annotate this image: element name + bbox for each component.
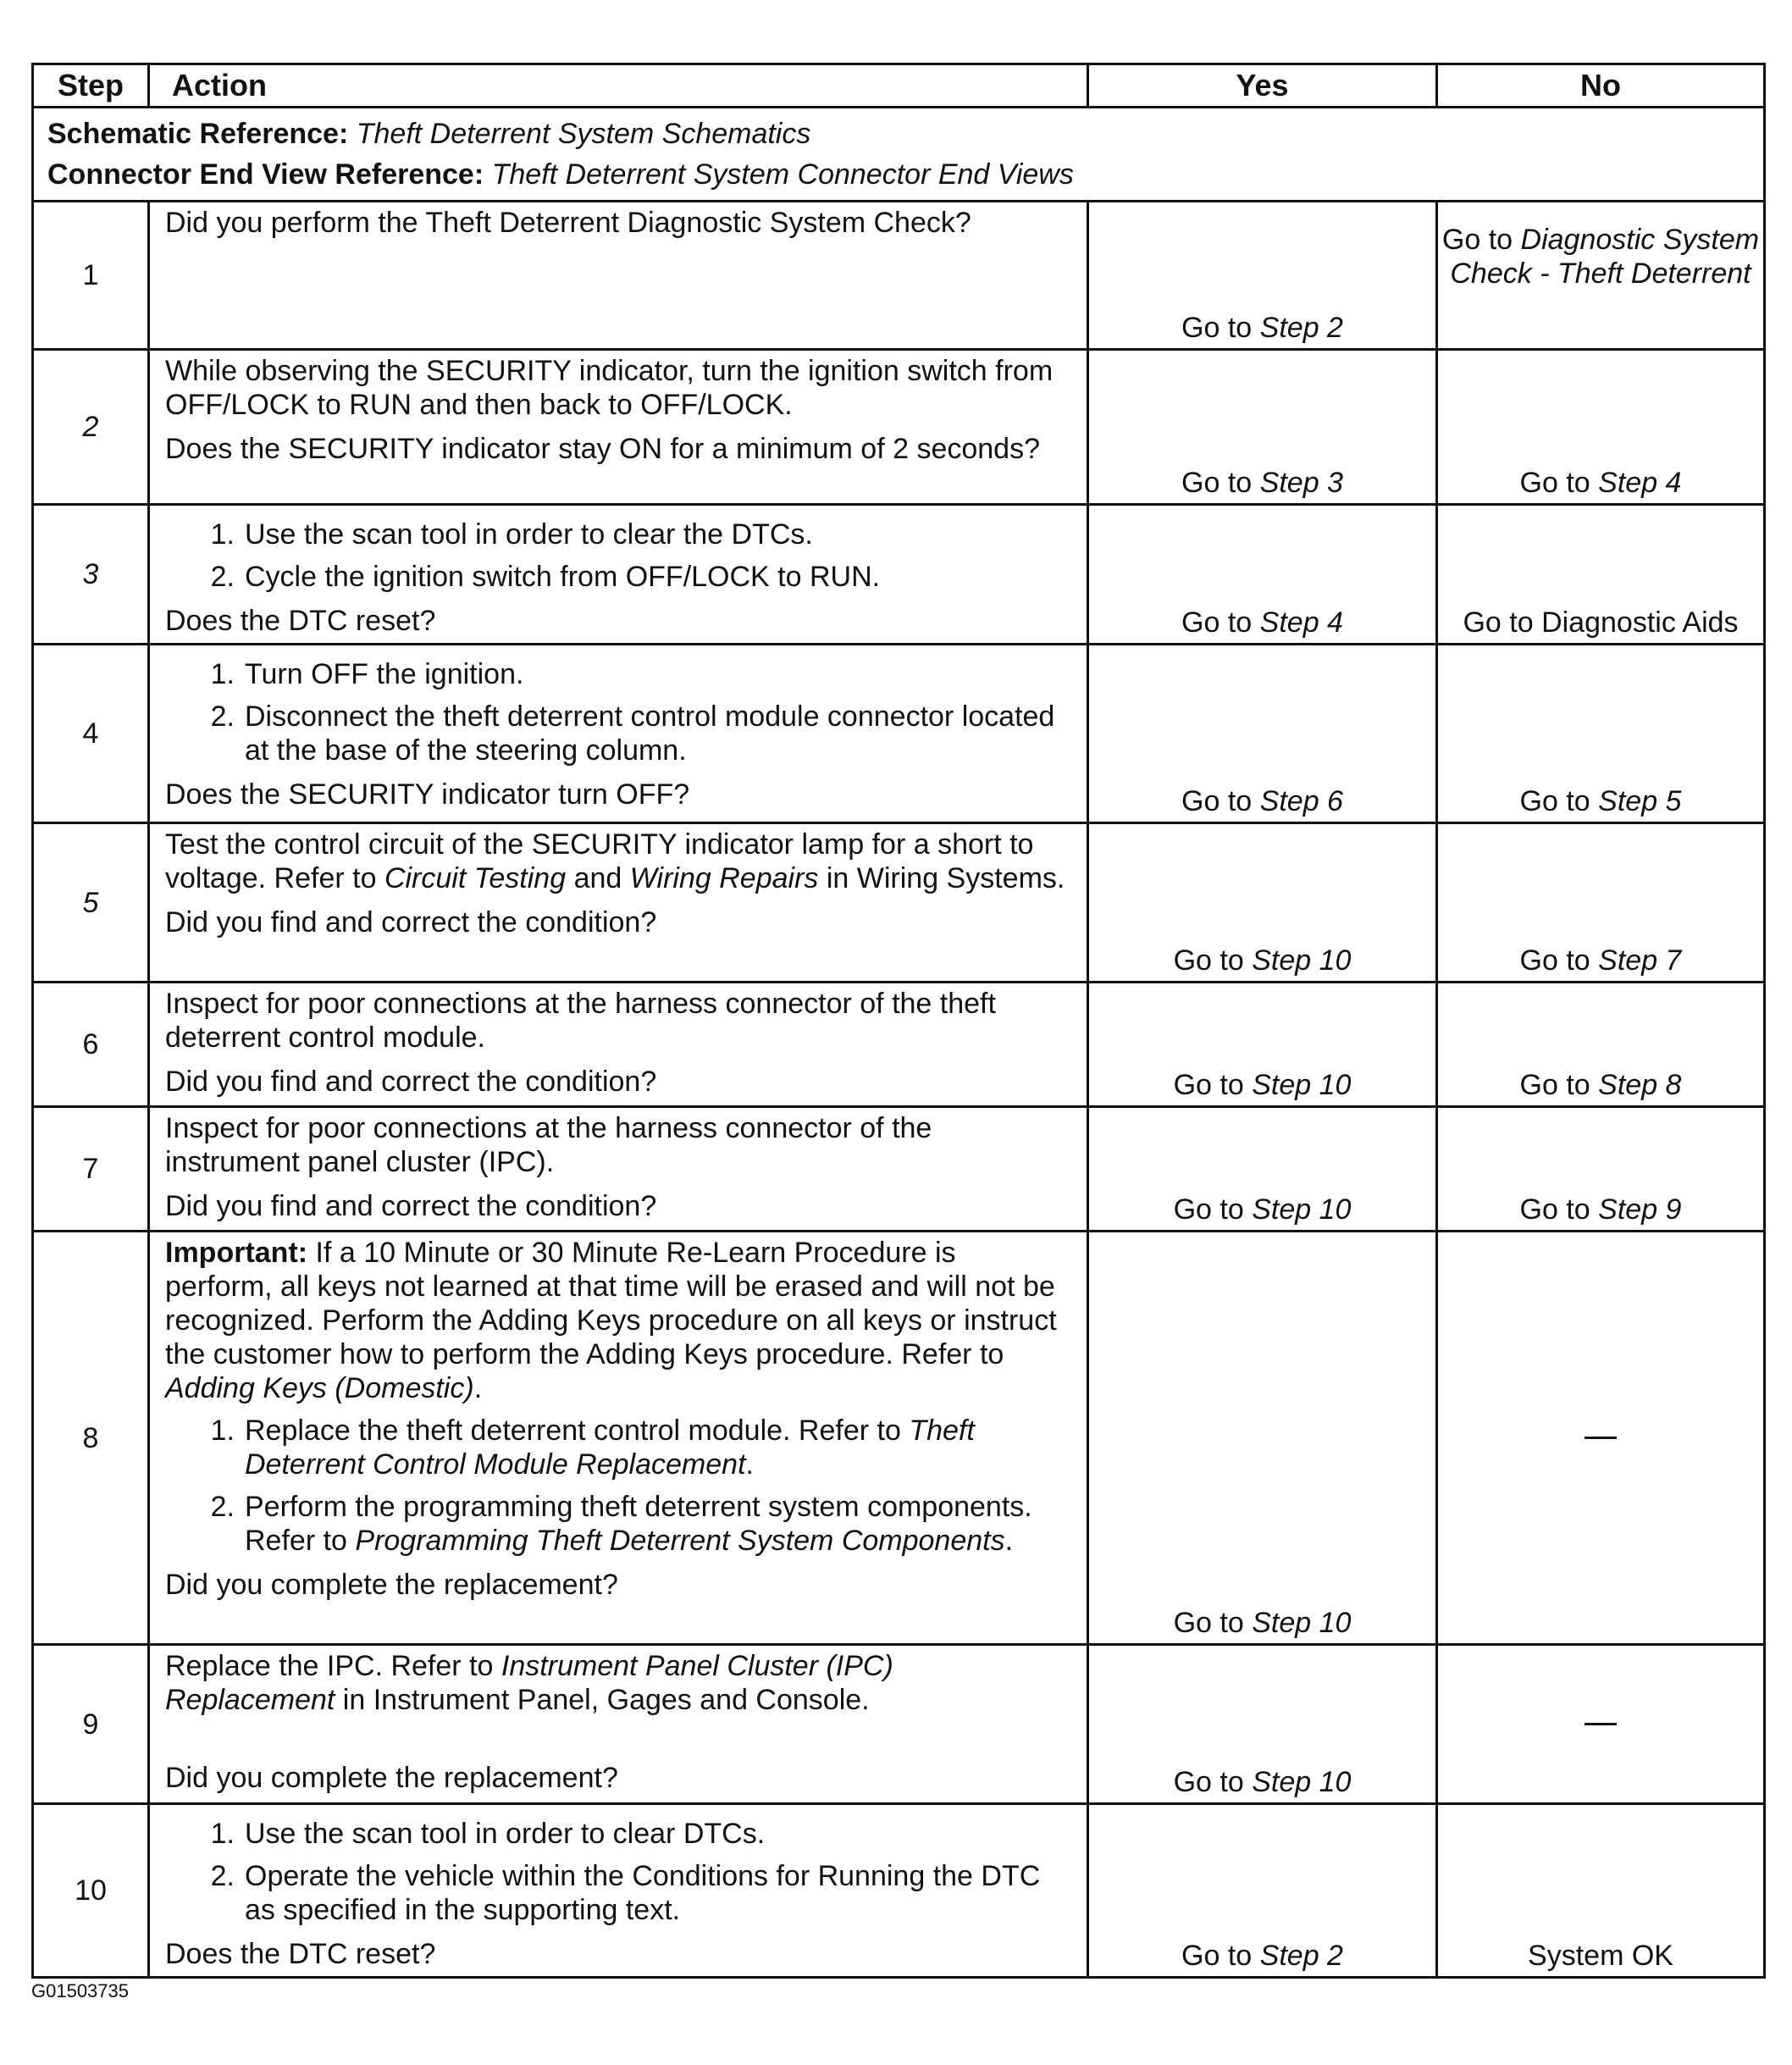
step-number: 9 <box>33 1645 149 1804</box>
adding-keys-link[interactable]: Adding Keys (Domestic) <box>165 1372 474 1404</box>
list-item <box>165 1859 1070 1927</box>
step-number: 6 <box>33 983 149 1107</box>
important-text: If a 10 Minute or 30 Minute Re-Learn Procedure is perform, all keys not learned at that time will be erased and will not be recognized. Perform the Adding Keys procedure on all keys or instruct the customer how to perform the Adding Keys procedure. Refer to <box>165 1237 1057 1370</box>
step-row-7 <box>33 1107 1765 1232</box>
step-action <box>149 202 1088 350</box>
list-text: Perform the programming theft deterrent system components. Refer to Programming Theft Deterrent System Components. <box>245 1491 1032 1557</box>
go-to-label: Go to <box>1441 224 1513 256</box>
no-step-link[interactable]: Diagnostic System Check - Theft Deterrent <box>1450 224 1760 290</box>
ipc-replacement-link[interactable]: Instrument Panel Cluster (IPC) Replacement <box>165 1650 893 1716</box>
go-to-label: Go to <box>1173 1766 1244 1798</box>
yes-step-link[interactable]: Step 4 <box>1259 606 1343 639</box>
step-action <box>149 983 1088 1107</box>
step-question: Did you complete the replacement? <box>165 1569 618 1601</box>
item-text: Replace the theft deterrent control module. Refer to <box>245 1414 901 1447</box>
step-row-5 <box>33 823 1765 983</box>
step-question: Does the DTC reset? <box>165 605 436 637</box>
header-step: Step <box>33 64 149 108</box>
no-cell <box>1437 983 1765 1107</box>
list-number: 2. <box>210 700 235 733</box>
list-number: 2. <box>210 561 235 593</box>
header-no: No <box>1437 64 1765 108</box>
important-note: Important: If a 10 Minute or 30 Minute Re-Learn Procedure is perform, all keys not learned at that time will be erased and will not be recognized. Perform the Adding Keys procedure on all keys or instruct the customer how to perform the Adding Keys procedure. Refer to Adding Keys (Domestic). <box>165 1237 1057 1404</box>
step-question: Did you find and correct the condition? <box>165 906 657 938</box>
go-to-label: Go to <box>1181 467 1253 499</box>
yes-step-link[interactable]: Step 10 <box>1252 1069 1352 1101</box>
yes-cell <box>1088 505 1437 645</box>
go-to-label: Go to <box>1519 785 1590 817</box>
list-text: Cycle the ignition switch from OFF/LOCK to RUN. <box>245 561 881 593</box>
no-diagnostic-aids-link[interactable]: Go to Diagnostic Aids <box>1463 606 1739 639</box>
go-to-label: Go to <box>1181 1940 1253 1972</box>
important-label: Important: <box>165 1237 308 1269</box>
step-action <box>149 1107 1088 1232</box>
programming-components-link[interactable]: Programming Theft Deterrent System Components <box>355 1525 1005 1557</box>
yes-step-link[interactable]: Step 10 <box>1252 944 1352 977</box>
go-to-label: Go to <box>1181 785 1253 817</box>
list-text: Use the scan tool in order to clear DTCs. <box>245 1818 766 1850</box>
go-to-label: Go to <box>1173 944 1244 977</box>
step-number: 3 <box>33 505 149 645</box>
list-text: Operate the vehicle within the Conditions for Running the DTC as specified in the supporting text. <box>245 1860 1041 1926</box>
yes-step-link[interactable]: Step 10 <box>1252 1766 1352 1798</box>
no-cell <box>1437 1804 1765 1978</box>
list-number: 1. <box>210 658 235 690</box>
yes-cell <box>1088 823 1437 983</box>
yes-cell <box>1088 350 1437 505</box>
no-step-link[interactable]: Step 4 <box>1598 467 1682 499</box>
instruction-text: and <box>573 862 622 894</box>
step-row-1 <box>33 202 1765 350</box>
list-text: Disconnect the theft deterrent control module connector located at the base of the steering column. <box>245 700 1055 767</box>
step-number: 2 <box>33 350 149 505</box>
no-step-link[interactable]: Step 9 <box>1598 1193 1682 1226</box>
step-instruction <box>165 828 1070 895</box>
instruction-text: in Instrument Panel, Gages and Console. <box>342 1684 870 1716</box>
reference-row <box>33 108 1765 202</box>
step-instruction: While observing the SECURITY indicator, turn the ignition switch from OFF/LOCK to RUN and then back to OFF/LOCK. <box>165 355 1054 421</box>
module-replacement-link[interactable]: Theft Deterrent Control Module Replacement <box>245 1414 975 1481</box>
list-item <box>165 1490 1070 1558</box>
yes-cell <box>1088 202 1437 350</box>
wiring-repairs-link[interactable]: Wiring Repairs <box>629 862 819 894</box>
yes-cell <box>1088 1804 1437 1978</box>
list-item <box>165 657 1070 691</box>
step-row-4 <box>33 645 1765 823</box>
step-question: Does the DTC reset? <box>165 1938 436 1970</box>
yes-cell <box>1088 1107 1437 1232</box>
step-number: 4 <box>33 645 149 823</box>
schematic-reference-link[interactable]: Theft Deterrent System Schematics <box>356 118 811 150</box>
figure-code: G01503735 <box>31 1980 129 2001</box>
step-question: Did you find and correct the condition? <box>165 1190 657 1222</box>
step-row-2 <box>33 350 1765 505</box>
step-instruction <box>165 1649 1070 1717</box>
no-step-link[interactable]: Step 7 <box>1598 944 1682 977</box>
no-step-link[interactable]: Step 5 <box>1598 785 1682 817</box>
yes-step-link[interactable]: Step 3 <box>1259 467 1343 499</box>
step-number: 1 <box>33 202 149 350</box>
list-number: 1. <box>210 1414 235 1447</box>
not-applicable-dash <box>1585 1723 1617 1725</box>
list-item <box>165 1817 1070 1851</box>
go-to-label: Go to <box>1519 944 1590 977</box>
yes-step-link[interactable]: Step 10 <box>1252 1193 1352 1226</box>
list-item <box>165 560 1070 594</box>
no-cell <box>1437 645 1765 823</box>
yes-cell <box>1088 645 1437 823</box>
step-row-8 <box>33 1232 1765 1645</box>
step-action <box>149 1645 1088 1804</box>
list-number: 1. <box>210 518 235 551</box>
instruction-text: Test the control circuit of the SECURITY indicator lamp for a short to voltage. Refer to <box>165 828 1034 894</box>
list-number: 2. <box>210 1491 235 1523</box>
connector-reference-label: Connector End View Reference: <box>47 158 484 191</box>
yes-cell <box>1088 1232 1437 1645</box>
reference-cell <box>33 108 1765 202</box>
go-to-label: Go to <box>1519 1193 1590 1226</box>
list-text: Replace the theft deterrent control module. Refer to Theft Deterrent Control Module Replacement. <box>245 1414 975 1481</box>
list-item <box>165 1414 1070 1481</box>
connector-reference-link[interactable]: Theft Deterrent System Connector End Views <box>491 158 1074 191</box>
step-action <box>149 350 1088 505</box>
no-cell <box>1437 202 1765 350</box>
diagnostic-table <box>31 63 1766 1979</box>
yes-step-link[interactable]: Step 2 <box>1259 1940 1343 1972</box>
no-cell <box>1437 823 1765 983</box>
step-question: Does the SECURITY indicator turn OFF? <box>165 778 690 811</box>
instruction-text: Replace the IPC. Refer to <box>165 1650 494 1682</box>
circuit-testing-link[interactable]: Circuit Testing <box>384 862 567 894</box>
list-item <box>165 700 1070 767</box>
go-to-label: Go to <box>1519 467 1590 499</box>
step-row-10 <box>33 1804 1765 1978</box>
list-text: Turn OFF the ignition. <box>245 658 524 690</box>
header-action: Action <box>149 64 1088 108</box>
instruction-text: in Wiring Systems. <box>826 862 1065 894</box>
step-question: Does the SECURITY indicator stay ON for a minimum of 2 seconds? <box>165 433 1040 465</box>
no-cell <box>1437 1645 1765 1804</box>
system-ok-text: System OK <box>1528 1940 1673 1972</box>
item-text: Perform the programming theft deterrent system components. Refer to <box>245 1491 1032 1557</box>
header-yes: Yes <box>1088 64 1437 108</box>
go-to-label: Go to <box>1173 1069 1244 1101</box>
step-action <box>149 823 1088 983</box>
schematic-reference-label: Schematic Reference: <box>47 118 349 150</box>
yes-cell <box>1088 983 1437 1107</box>
step-action <box>149 645 1088 823</box>
yes-step-link[interactable]: Step 6 <box>1259 785 1343 817</box>
go-to-label: Go to <box>1173 1193 1244 1226</box>
step-row-6 <box>33 983 1765 1107</box>
go-to-label: Go to <box>1173 1607 1244 1639</box>
step-row-3 <box>33 505 1765 645</box>
connector-reference <box>47 154 1750 195</box>
no-cell <box>1437 505 1765 645</box>
step-row-9 <box>33 1645 1765 1804</box>
step-number: 8 <box>33 1232 149 1645</box>
not-applicable-dash <box>1585 1437 1617 1439</box>
step-question: Did you find and correct the condition? <box>165 1066 657 1098</box>
step-action <box>149 505 1088 645</box>
list-text: Use the scan tool in order to clear the DTCs. <box>245 518 813 551</box>
yes-step-link[interactable]: Step 10 <box>1252 1607 1352 1639</box>
list-number: 1. <box>210 1818 235 1850</box>
yes-cell <box>1088 1645 1437 1804</box>
no-step-link[interactable]: Step 8 <box>1598 1069 1682 1101</box>
step-instruction: Inspect for poor connections at the harness connector of the theft deterrent control module. <box>165 988 996 1054</box>
yes-step-link[interactable]: Step 2 <box>1259 312 1343 344</box>
go-to-label: Go to <box>1519 1069 1590 1101</box>
step-question: Did you perform the Theft Deterrent Diagnostic System Check? <box>165 207 971 239</box>
schematic-reference <box>47 113 1750 154</box>
list-number: 2. <box>210 1860 235 1892</box>
go-to-label: Go to <box>1181 312 1253 344</box>
header-row <box>33 64 1765 108</box>
step-number: 7 <box>33 1107 149 1232</box>
go-to-label: Go to <box>1181 606 1253 639</box>
list-item <box>165 518 1070 551</box>
no-cell <box>1437 1232 1765 1645</box>
step-question: Did you complete the replacement? <box>165 1762 618 1794</box>
step-instruction: Inspect for poor connections at the harness connector of the instrument panel cluster (IPC). <box>165 1112 932 1178</box>
no-cell <box>1437 1107 1765 1232</box>
step-action <box>149 1804 1088 1978</box>
no-cell <box>1437 350 1765 505</box>
step-action <box>149 1232 1088 1645</box>
step-number: 10 <box>33 1804 149 1978</box>
step-number: 5 <box>33 823 149 983</box>
